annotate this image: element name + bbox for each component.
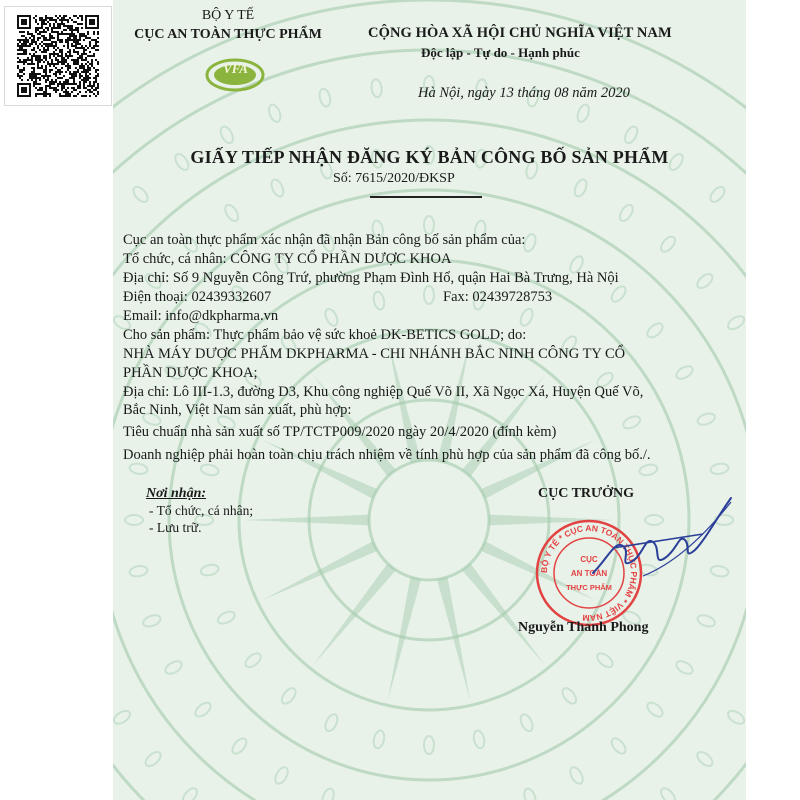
ministry-name: BỘ Y TẾ [201, 8, 255, 23]
organization-line: Tổ chức, cá nhân: CÔNG TY CỔ PHẦN DƯỢC KHOA [123, 251, 452, 267]
factory-address-line-2: Bắc Ninh, Việt Nam sản xuất, phù hợp: [123, 402, 352, 418]
recipients-label: Nơi nhận: [146, 486, 207, 501]
address-line: Địa chỉ: Số 9 Nguyễn Công Trứ, phường Phạm Đình Hổ, quận Hai Bà Trưng, Hà Nội [123, 270, 619, 286]
certificate-page [113, 0, 746, 800]
qr-code-box [4, 6, 112, 106]
republic-name: CỘNG HÒA XÃ HỘI CHỦ NGHĨA VIỆT NAM [368, 25, 672, 41]
factory-address-line-1: Địa chỉ: Lô III-1.3, đường D3, Khu công nghiệp Quế Võ II, Xã Ngọc Xá, Huyện Quế Võ, [123, 384, 644, 400]
seal-center-text: THỰC PHẨM [566, 583, 612, 592]
vfa-logo-text: VFA [223, 61, 248, 76]
phone-line: Điện thoại: 02439332607 [123, 289, 272, 305]
agency-name: CỤC AN TOÀN THỰC PHẨM [134, 27, 322, 42]
recipient-item: - Tổ chức, cá nhân; [149, 503, 254, 518]
title-underline [370, 196, 482, 198]
responsibility-line: Doanh nghiệp phải hoàn toàn chịu trách nhiệm về tính phù hợp của sản phẩm đã công bố./. [123, 447, 651, 463]
signer-name: Nguyễn Thanh Phong [518, 620, 649, 635]
seal-center-text: CỤC [580, 555, 598, 564]
manufacturer-line-1: NHÀ MÁY DƯỢC PHẨM DKPHARMA - CHI NHÁNH BẮC NINH CÔNG TY CỔ [123, 346, 626, 362]
document-title: GIẤY TIẾP NHẬN ĐĂNG KÝ BẢN CÔNG BỐ SẢN PHẨM [190, 147, 669, 167]
handwritten-signature [553, 488, 733, 588]
fax-line: Fax: 02439728753 [443, 289, 553, 305]
standard-line: Tiêu chuẩn nhà sản xuất số TP/TCTP009/2020 ngày 20/4/2020 (đính kèm) [123, 424, 557, 440]
seal-center-text: AN TOÀN [570, 569, 608, 578]
document-number: Số: 7615/2020/ĐKSP [333, 171, 455, 186]
manufacturer-line-2: PHẦN DƯỢC KHOA; [123, 365, 258, 381]
qr-code-image [17, 15, 99, 97]
signer-title: CỤC TRƯỞNG [538, 486, 635, 501]
issue-date: Hà Nội, ngày 13 tháng 08 năm 2020 [418, 85, 630, 101]
recipient-item: - Lưu trữ. [149, 520, 202, 535]
intro-line: Cục an toàn thực phẩm xác nhận đã nhận Bản công bố sản phẩm của: [123, 232, 526, 248]
product-line: Cho sản phẩm: Thực phẩm bảo vệ sức khoẻ DK-BETICS GOLD; do: [123, 327, 527, 343]
seal-ring-text: BỘ Y TẾ * CỤC AN TOÀN THỰC PHẨM * VIỆT NAM [538, 522, 640, 624]
email-line: Email: info@dkpharma.vn [123, 308, 279, 324]
national-motto: Độc lập - Tự do - Hạnh phúc [421, 45, 580, 60]
